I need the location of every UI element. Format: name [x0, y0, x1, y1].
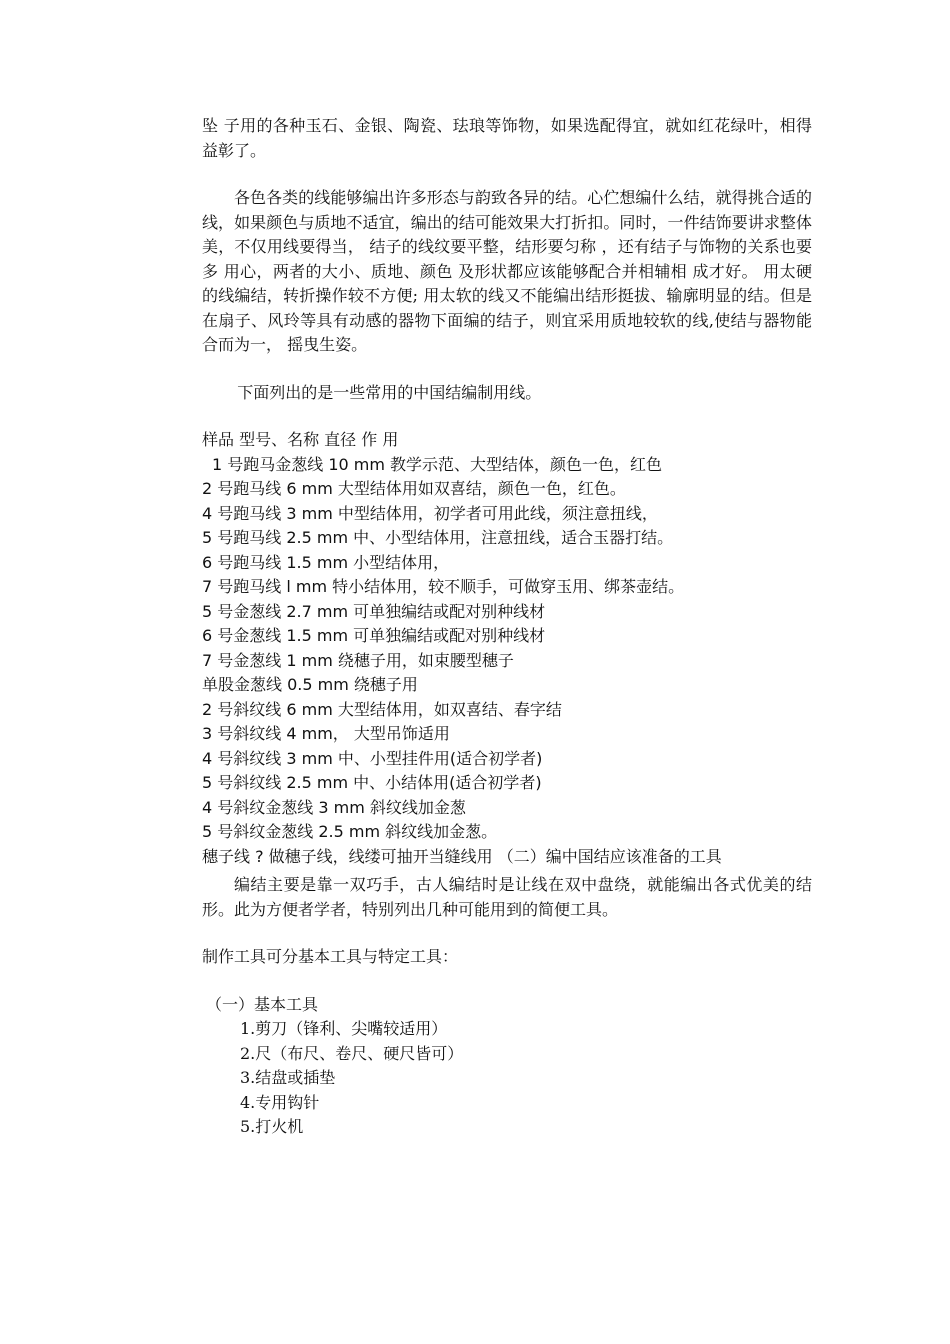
spacer [202, 405, 812, 428]
table-row: 5 号斜纹线 2.5 mm 中、小结体用(适合初学者) [202, 773, 542, 792]
table-row: 7 号金葱线 1 mm 绕穗子用，如束腰型穗子 [202, 650, 514, 670]
table-row: 1 号跑马金葱线 10 mm 教学示范、大型结体，颜色一色，红色 [212, 454, 663, 474]
table-header: 样品 型号、名称 直径 作 用 [202, 430, 399, 449]
table-row: 5 号跑马线 2.5 mm 中、小型结体用，注意扭线，适合玉器打结。 [202, 528, 674, 547]
paragraph-pendant-materials: 坠 子用的各种玉石、金银、陶瓷、珐琅等饰物，如果选配得宜，就如红花绿叶，相得益彰了。 [202, 116, 812, 160]
table-row: 6 号跑马线 1.5 mm 小型结体用， [202, 552, 450, 572]
paragraph-thread-selection: 各色各类的线能够编出许多形态与韵致各异的结。心伫想编什么结，就得挑合适的线，如果颜色与质地不适宜，编出的结可能效果大打折扣。同时，一件结饰要讲求整体美，不仅用线要得当， 结子的线纹要平整，结形要匀称 ，还有结子与饰物的关系也要多 用心，两者的大小、质地、颜色 及形状都应该能够配合并相辅相 成才好。 用太硬的线编结，转折操作较不方便; 用太软的线又不能编出结形挺拔、输廓明显的结。但是在扇子、风玲等具有动感的器物下面编的结子，则宜采用质地较软的线,使结与器物能合而为一， 摇曳生姿。 [202, 188, 812, 354]
table-row: 4 号跑马线 3 mm 中型结体用，初学者可用此线，须注意扭线， [202, 503, 658, 523]
spacer [202, 358, 812, 381]
basic-tools-heading: （一）基本工具 [206, 994, 319, 1014]
table-row: 2 号跑马线 6 mm 大型结体用如双喜结，颜色一色，红色。 [202, 479, 626, 498]
table-row: 3 号斜纹线 4 mm， 大型吊饰适用 [202, 724, 450, 743]
paragraph-tools-intro: 编结主要是靠一双巧手，古人编结时是让线在双中盘绕，就能编出各式优美的结形。此为方便者学者，特别列出几种可能用到的简便工具。 [202, 875, 812, 919]
list-item: 4.专用钩针 [240, 1092, 320, 1112]
spacer [202, 922, 812, 945]
table-row: 4 号斜纹金葱线 3 mm 斜纹线加金葱 [202, 797, 466, 817]
document-page [202, 114, 812, 1140]
list-item: 2.尺（布尺、卷尺、硬尺皆可） [240, 1043, 464, 1063]
table-row: 2 号斜纹线 6 mm 大型结体用，如双喜结、春字结 [202, 699, 562, 719]
table-row: 穗子线 ? 做穗子线，线缕可抽开当缝线用 （二）编中国结应该准备的工具 [202, 846, 722, 866]
table-row: 7 号跑马线 l mm 特小结体用，较不顺手，可做穿玉用、绑茶壶结。 [202, 577, 685, 596]
table-row: 5 号斜纹金葱线 2.5 mm 斜纹线加金葱。 [202, 822, 498, 841]
spacer [202, 970, 812, 993]
table-row: 单股金葱线 0.5 mm 绕穗子用 [202, 675, 418, 694]
spacer [202, 163, 812, 186]
paragraph-thread-list-intro: 下面列出的是一些常用的中国结编制用线。 [237, 382, 542, 402]
list-item: 5.打火机 [240, 1117, 304, 1136]
paragraph-tool-categories: 制作工具可分基本工具与特定工具： [202, 947, 459, 966]
table-row: 4 号斜纹线 3 mm 中、小型挂件用(适合初学者) [202, 748, 543, 768]
table-row: 5 号金葱线 2.7 mm 可单独编结或配对别种线材 [202, 601, 546, 621]
list-item: 3.结盘或插垫 [240, 1068, 336, 1087]
basic-tools-list [202, 993, 812, 1140]
table-row: 6 号金葱线 1.5 mm 可单独编结或配对别种线材 [202, 626, 546, 645]
list-item: 1.剪刀（锋利、尖嘴较适用） [240, 1019, 448, 1038]
thread-table [202, 428, 812, 869]
